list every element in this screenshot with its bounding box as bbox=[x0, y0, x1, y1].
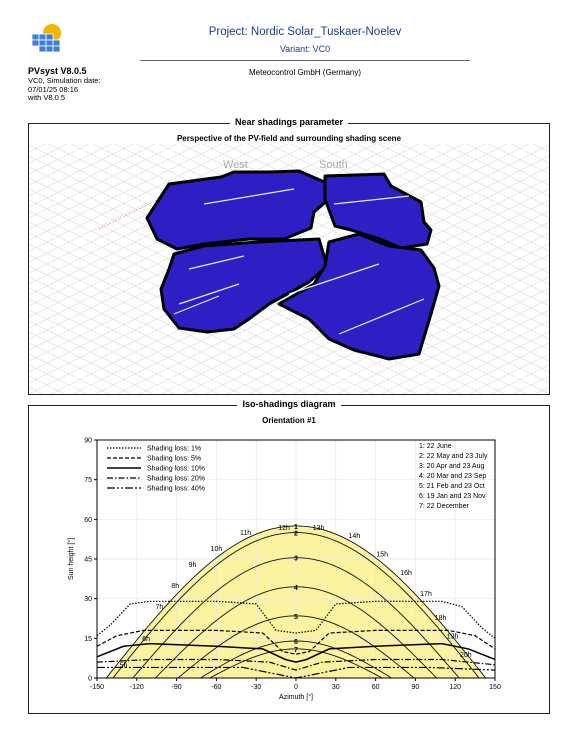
pv-field bbox=[147, 171, 439, 359]
sun-path-label: 1 bbox=[294, 523, 298, 531]
product-version: PVsyst V8.0.5 bbox=[28, 66, 87, 76]
y-tick-label: 30 bbox=[84, 596, 92, 604]
sim-info-line: VC0, Simulation date: bbox=[28, 76, 101, 85]
x-tick-label: -30 bbox=[251, 684, 262, 691]
hour-label: 6h bbox=[142, 635, 150, 643]
hour-label: 12h bbox=[278, 524, 290, 532]
sun-path-label: 6 bbox=[294, 638, 298, 646]
x-tick-label: 120 bbox=[449, 684, 462, 691]
y-tick-label: 90 bbox=[84, 437, 92, 445]
x-tick-label: 30 bbox=[331, 684, 340, 691]
legend-loss-entry: Shading loss: 20% bbox=[147, 475, 205, 483]
pvsyst-logo bbox=[30, 22, 66, 58]
hour-label: 20h bbox=[459, 651, 472, 659]
hour-label: 9h bbox=[188, 561, 197, 569]
legend-date-entry: 4: 20 Mar and 23 Sep bbox=[419, 473, 487, 480]
near-shadings-title: Near shadings parameter bbox=[230, 117, 348, 127]
iso-shadings-subtitle: Orientation #1 bbox=[262, 416, 316, 425]
y-tick-label: 15 bbox=[84, 635, 92, 643]
hour-label: 10h bbox=[210, 546, 223, 554]
sun-path-label: 3 bbox=[294, 555, 298, 563]
x-tick-label: 150 bbox=[489, 684, 501, 691]
x-tick-label: 90 bbox=[411, 684, 420, 691]
sun-path-label: 4 bbox=[294, 584, 298, 592]
software-info bbox=[28, 66, 101, 103]
x-tick-label: -120 bbox=[129, 684, 144, 691]
south-label: South bbox=[319, 159, 348, 171]
y-tick-label: 75 bbox=[84, 477, 92, 485]
hour-label: 5h bbox=[119, 662, 128, 670]
y-tick-label: 45 bbox=[84, 556, 92, 564]
project-title: Project: Nordic Solar_Tuskaer-Noelev bbox=[208, 26, 402, 38]
legend-date-entry: 5: 21 Feb and 23 Oct bbox=[419, 483, 485, 490]
x-tick-label: -60 bbox=[211, 684, 222, 691]
legend-loss-entry: Shading loss: 5% bbox=[147, 455, 202, 463]
x-tick-label: -90 bbox=[171, 684, 182, 691]
iso-shadings-chart bbox=[29, 428, 549, 713]
legend-date-entry: 6: 19 Jan and 23 Nov bbox=[419, 493, 486, 500]
iso-shadings-title: Iso-shadings diagram bbox=[237, 399, 340, 409]
hour-label: 16h bbox=[400, 569, 412, 577]
near-shadings-panel bbox=[28, 117, 550, 395]
y-axis-label: Sun height [°] bbox=[68, 537, 75, 581]
hour-label: 7h bbox=[155, 604, 164, 612]
x-axis-label: Azimuth [°] bbox=[279, 694, 313, 701]
pv-area-north-east bbox=[325, 174, 431, 248]
legend-loss-entry: Shading loss: 10% bbox=[147, 465, 205, 473]
x-tick-label: -150 bbox=[89, 684, 105, 691]
shading-scene bbox=[29, 144, 549, 394]
legend-loss-entry: Shading loss: 1% bbox=[147, 445, 202, 453]
sun-path-label: 7 bbox=[294, 646, 298, 654]
hour-label: 14h bbox=[348, 532, 361, 540]
legend-date-entry: 7: 22 December bbox=[419, 503, 469, 510]
sun-path-label: 5 bbox=[294, 613, 298, 621]
pv-area-south-west bbox=[161, 239, 327, 332]
variant-label: Variant: VC0 bbox=[279, 44, 331, 54]
sim-info-line: with V8.0.5 bbox=[28, 93, 66, 102]
hour-label: 13h bbox=[312, 524, 325, 532]
iso-shadings-panel bbox=[28, 399, 550, 714]
hour-label: 8h bbox=[171, 583, 180, 591]
legend-date-entry: 1: 22 June bbox=[419, 443, 452, 450]
hour-label: 17h bbox=[420, 591, 432, 599]
legend-loss-entry: Shading loss: 40% bbox=[147, 485, 205, 493]
header-divider bbox=[140, 60, 470, 61]
west-label: West bbox=[223, 159, 248, 171]
x-tick-label: 60 bbox=[371, 684, 380, 691]
sim-info-line: 07/01/25 08:16 bbox=[28, 84, 79, 94]
y-tick-label: 60 bbox=[84, 516, 92, 524]
near-shadings-subtitle: Perspective of the PV-field and surrounding shading scene bbox=[176, 134, 402, 143]
hour-label: 19h bbox=[446, 633, 459, 641]
hour-label: 18h bbox=[434, 614, 447, 622]
company-name: Meteocontrol GmbH (Germany) bbox=[248, 68, 362, 77]
hour-label: 15h bbox=[376, 551, 389, 559]
legend-date-entry: 3: 20 Apr and 23 Aug bbox=[419, 463, 485, 470]
y-tick-label: 0 bbox=[88, 675, 92, 683]
hour-label: 11h bbox=[240, 530, 252, 538]
legend-date-entry: 2: 22 May and 23 July bbox=[419, 453, 488, 460]
sun-path-label: 2 bbox=[294, 530, 298, 538]
x-tick-label: 0 bbox=[294, 684, 298, 691]
